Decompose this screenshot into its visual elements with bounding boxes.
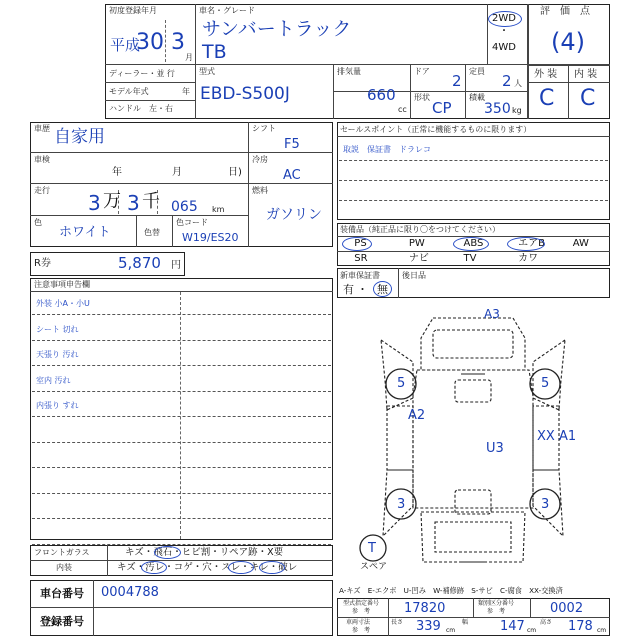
load-label: 積載 (469, 93, 485, 102)
damage-rear-right-tire: 3 (541, 497, 550, 512)
warranty-label: 新車保証書 (340, 271, 380, 280)
doors: 2 (452, 72, 462, 90)
interior-options: キズ・汚レ・コゲ・穴・スレ・キレ・破レ (117, 562, 298, 573)
class-num-sub: 参 考 (487, 608, 506, 615)
note-line-2: シート 切れ (36, 325, 79, 334)
rear-item-label: 後日品 (402, 271, 426, 280)
displacement-label: 排気量 (337, 67, 361, 76)
airbag-circle (507, 237, 545, 251)
mileage-rest: 065 (171, 199, 198, 215)
drive-2wd: 2WD (492, 13, 516, 24)
spare-mark: T (368, 541, 376, 556)
km-unit: km (212, 205, 225, 214)
damage-left-side: A2 (408, 408, 426, 423)
grade: TB (202, 41, 227, 63)
type-num-label: 型式指定番号 (343, 600, 380, 607)
person-unit: 人 (514, 79, 522, 88)
fuel-label: 燃料 (252, 186, 268, 195)
damage-front-right-tire: 5 (541, 376, 550, 391)
type-label: 型式 (199, 67, 215, 76)
inspection-year-unit: 年 (112, 167, 122, 178)
scuff-circle (228, 561, 254, 574)
notes-label: 注意事項申告欄 (34, 280, 90, 289)
mileage-thousands: 3 (127, 191, 140, 215)
chassis-number: 0004788 (101, 585, 159, 600)
width-abbr: 幅 (462, 619, 469, 626)
mileage-sen-unit: 千 (142, 191, 160, 212)
warranty-sep: ・ (357, 283, 368, 296)
notes-rule (32, 340, 331, 341)
model-type: EBD-S500J (200, 84, 290, 104)
capacity: 2 (502, 72, 512, 90)
first-reg-label: 初度登録年月 (109, 6, 157, 15)
color-code: W19/ES20 (182, 231, 239, 244)
notes-rule (32, 391, 331, 392)
equipment-item: TV (463, 253, 477, 264)
equipment-item: PS (354, 238, 367, 249)
kg-unit: kg (512, 106, 522, 115)
cc-unit: cc (398, 105, 407, 114)
class-num-label: 類別区分番号 (478, 600, 515, 607)
ac-value: AC (283, 168, 301, 183)
mileage-man-unit: 万 (103, 191, 121, 212)
inspection-day-unit: 日) (228, 167, 242, 178)
length-sub: 参 考 (352, 627, 371, 634)
notes-rule (32, 416, 331, 417)
score-label: 評 価 点 (540, 6, 590, 17)
displacement: 660 (367, 86, 396, 104)
load: 350 (484, 101, 511, 117)
width-cm: cm (527, 627, 537, 634)
warranty-no-circle (373, 281, 392, 297)
stain-circle (141, 561, 167, 574)
interior-label: 内 装 (574, 69, 598, 80)
reg-year: 30 (136, 30, 164, 55)
damage-right-side: XX A1 (537, 429, 577, 444)
reg-month: 3 (171, 30, 185, 55)
category: 自家用 (54, 127, 105, 147)
header-block (105, 4, 610, 119)
notes-rule (32, 518, 331, 519)
model-year-unit: 年 (182, 87, 190, 96)
length-label: 車両寸法 (346, 619, 371, 626)
recycle-amount: 5,870 (118, 254, 161, 272)
notes-rule (32, 365, 331, 366)
damage-center: U3 (486, 441, 504, 456)
length-value: 339 (416, 619, 441, 634)
equipment-item: PW (408, 238, 425, 249)
notes-rule (32, 493, 331, 494)
interior-grade: C (580, 86, 596, 111)
damage-front: A3 (484, 307, 500, 321)
shape-label: 形状 (414, 93, 430, 102)
door-label: ドア (414, 67, 430, 76)
note-line-3: 天張り 汚れ (36, 350, 79, 359)
class-number: 0002 (550, 601, 584, 616)
notes-rule (32, 314, 331, 315)
ac-label: 冷房 (252, 155, 268, 164)
color-value: ホワイト (59, 225, 111, 240)
cut-circle (259, 561, 285, 574)
month-unit: 月 (185, 53, 193, 62)
drive-4wd: 4WD (492, 42, 516, 53)
score: (4) (551, 28, 585, 56)
type-designation-number: 17820 (404, 601, 446, 616)
drive-dot: ・ (499, 26, 509, 37)
equipment-label: 装備品（純正品に限り〇をつけてください） (340, 225, 500, 234)
damage-legend: A-キズ E-エクボ U-凹み W-補修跡 S-サビ C-腐食 XX-交換済 (339, 586, 563, 595)
model-year-label: モデル年式 (109, 87, 149, 96)
fuel-value: ガソリン (266, 207, 322, 223)
recycle-block (30, 252, 185, 276)
shift-label: シフト (252, 124, 276, 133)
width-value: 147 (500, 619, 525, 634)
equipment-item: ナビ (408, 253, 429, 264)
notes-rule (32, 467, 331, 468)
front-glass-options: キズ・飛石・ヒビ割・リペア跡・X要 (125, 547, 284, 558)
interior-cond-label: 内装 (56, 563, 72, 572)
car-name: サンバートラック (202, 18, 352, 40)
shift-value: F5 (284, 137, 300, 152)
front-glass-label: フロントガラス (34, 548, 90, 557)
color-code-label: 色コード (176, 218, 208, 227)
dealer-label: ディーラー・並 行 (109, 69, 175, 78)
handle-label: ハンドル 左・右 (109, 104, 173, 113)
height-value: 178 (568, 619, 593, 634)
height-cm: cm (597, 627, 607, 634)
mileage-label: 走行 (34, 186, 50, 195)
equipment-item: SR (354, 253, 368, 264)
chip-circle (154, 546, 181, 559)
category-label: 車歴 (34, 124, 50, 133)
abs-circle (453, 237, 489, 251)
equipment-item: AW (572, 238, 589, 249)
color-label: 色 (34, 218, 42, 227)
era: 平成 (110, 36, 141, 54)
note-line-1: 外装 小A・小U (36, 299, 90, 308)
equipment-item: カワ (518, 253, 539, 264)
sales-points: 取説 保証書 ドラレコ (343, 145, 431, 154)
capacity-label: 定員 (469, 67, 485, 76)
notes-rule (32, 442, 331, 443)
exterior-label: 外 装 (534, 69, 558, 80)
mileage-ten-thousands: 3 (88, 191, 101, 215)
type-num-sub: 参 考 (352, 608, 371, 615)
chassis-label: 車台番号 (40, 587, 84, 600)
equipment-item: ABS (463, 238, 484, 249)
length-cm: cm (446, 627, 456, 634)
shape: CP (432, 99, 452, 117)
length-abbr: 長さ (391, 619, 404, 626)
exterior-grade: C (539, 86, 555, 111)
warranty-no: 無 (377, 283, 388, 296)
yen-unit: 円 (171, 260, 181, 271)
note-line-5: 内張り すれ (36, 401, 79, 410)
inspection-month-unit: 月 (172, 167, 182, 178)
damage-front-left-tire: 5 (397, 376, 406, 391)
note-line-4: 室内 汚れ (36, 376, 71, 385)
color-change-label: 色替 (144, 228, 160, 237)
warranty-yes: 有 (343, 283, 354, 296)
recycle-label: R券 (34, 258, 51, 269)
equipment-item: エアB (518, 238, 545, 249)
inspection-label: 車検 (34, 155, 50, 164)
spare-label: スペア (360, 562, 388, 572)
height-abbr: 高さ (540, 619, 553, 626)
ps-circle (342, 237, 372, 251)
registration-label: 登録番号 (40, 615, 84, 628)
sales-points-label: セールスポイント（正常に機能するものに限ります） (340, 125, 532, 134)
damage-rear-left-tire: 3 (397, 497, 406, 512)
car-name-label: 車名・グレード (199, 6, 255, 15)
